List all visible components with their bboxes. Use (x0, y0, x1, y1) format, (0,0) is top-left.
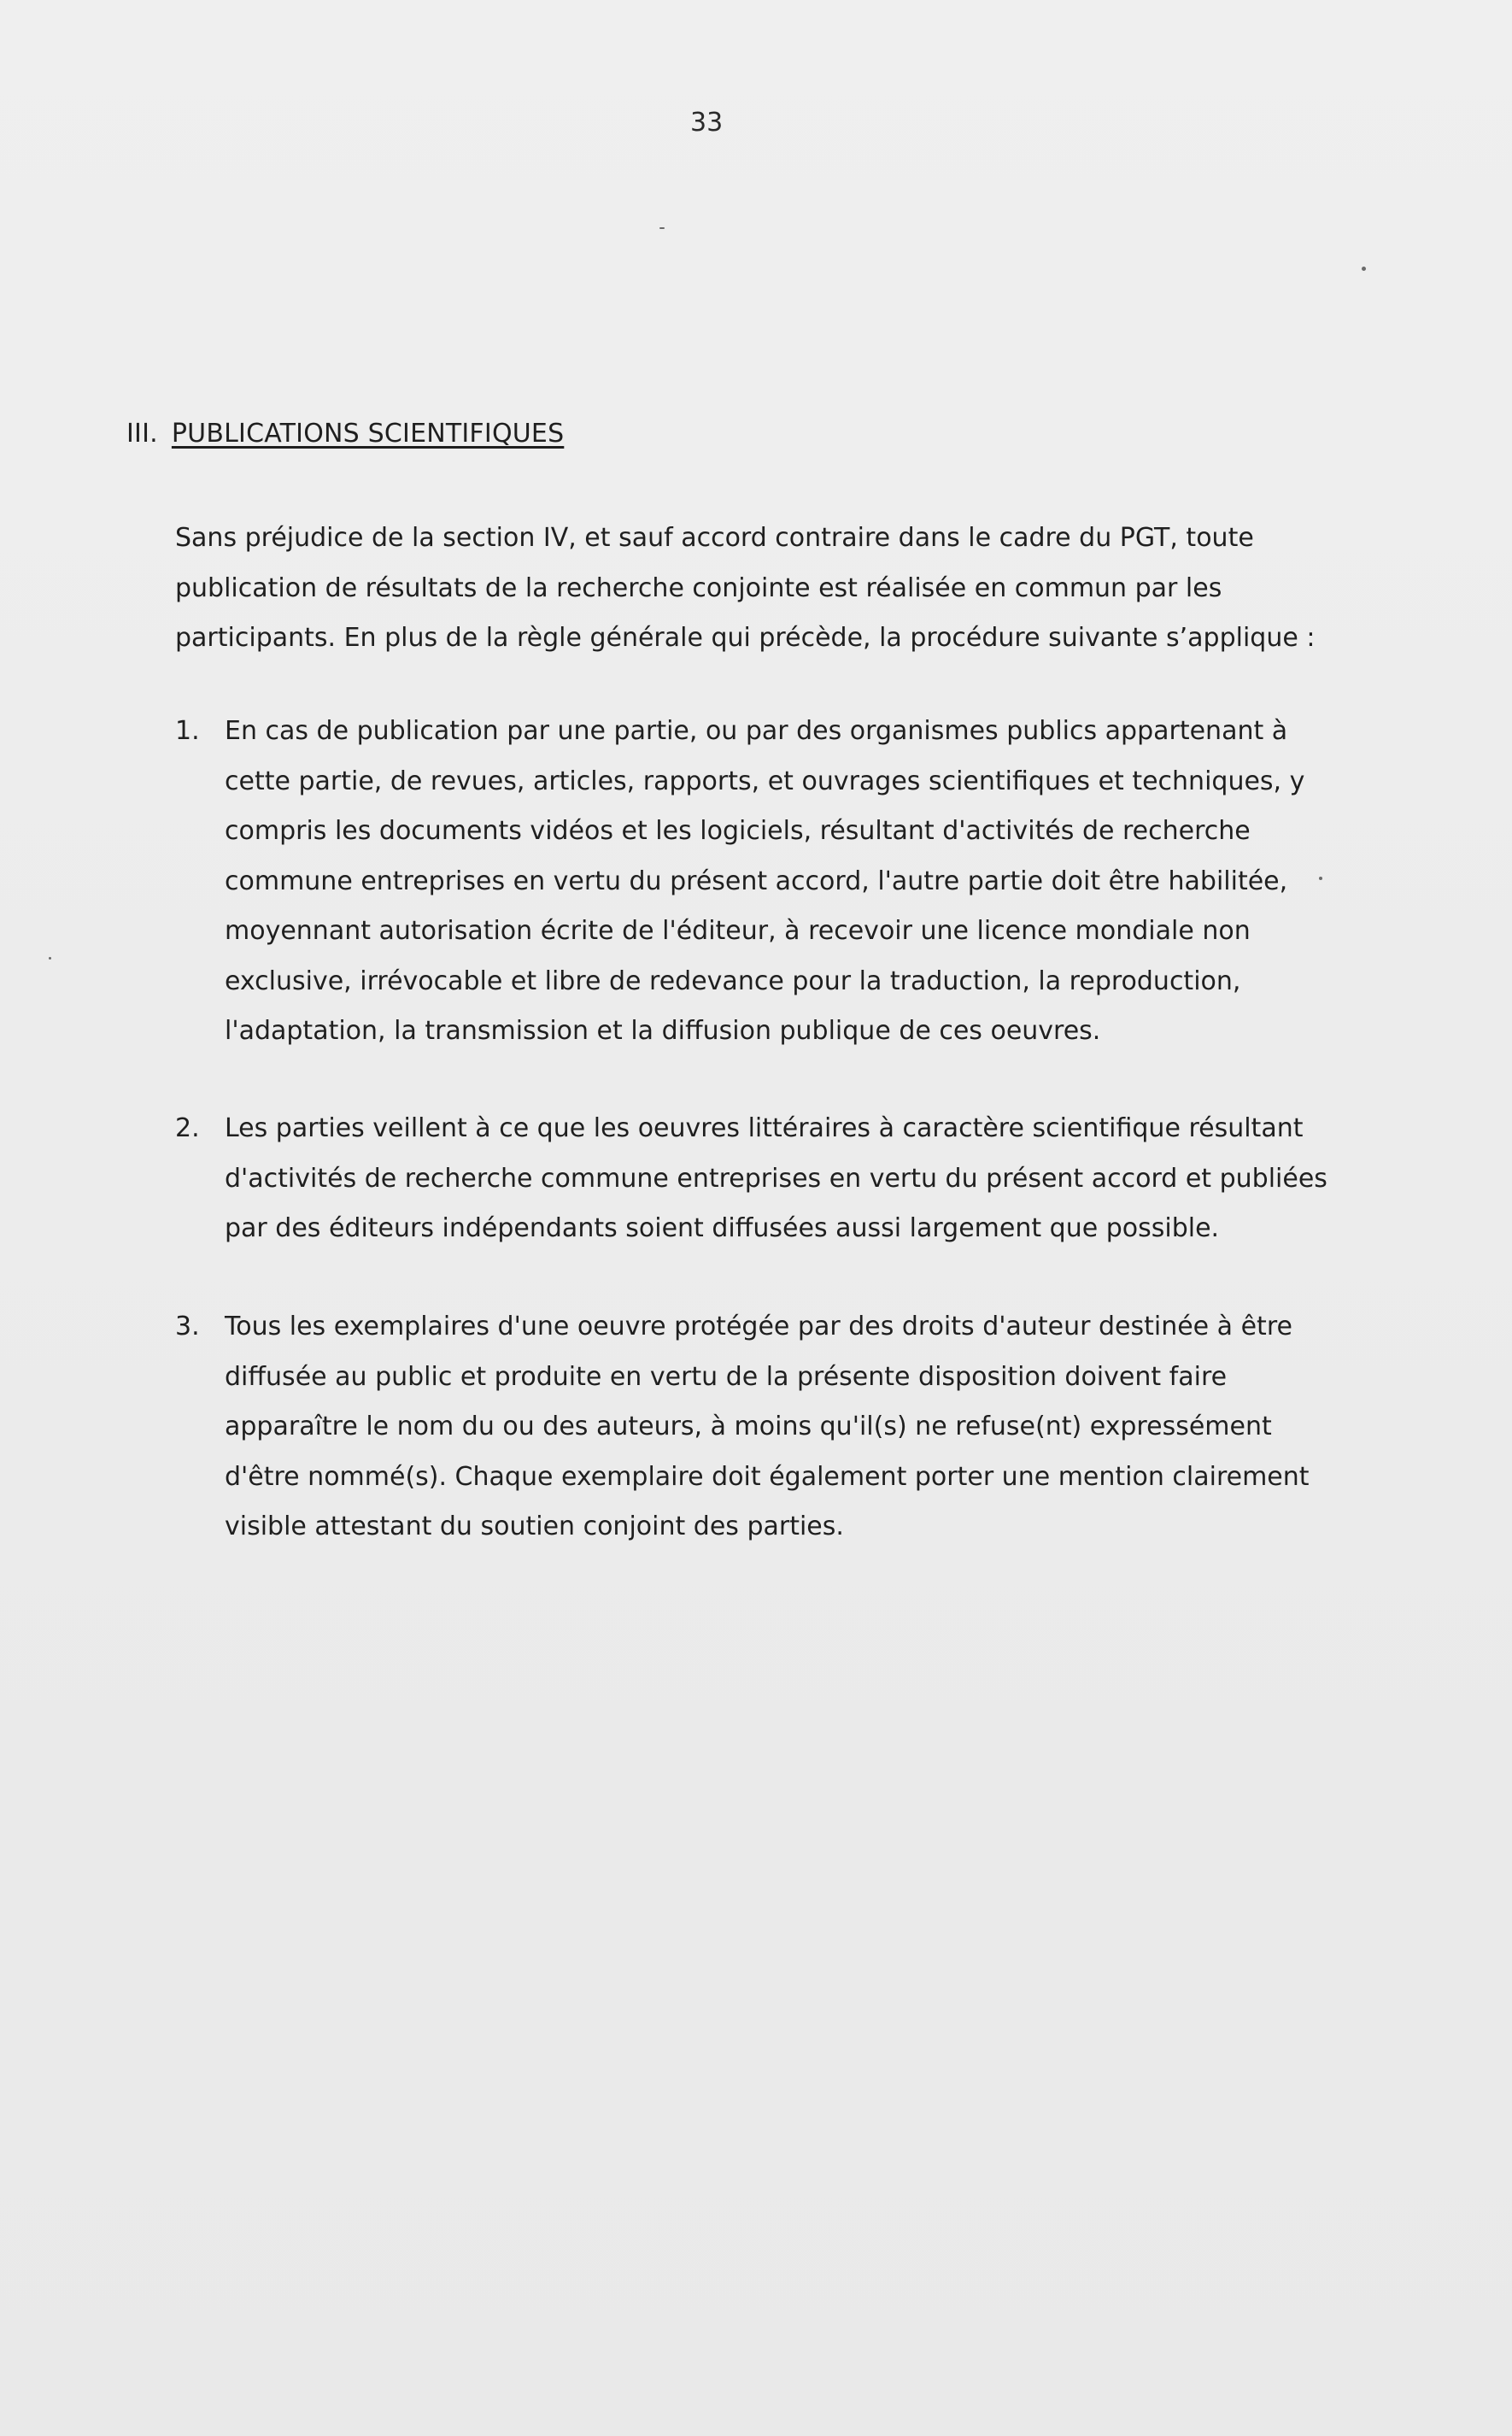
list-item-1 (175, 707, 1320, 1057)
list-item-line: l'adaptation, la transmission et la diffusion publique de ces oeuvres. (225, 1016, 1101, 1046)
list-item-2 (175, 1104, 1327, 1254)
list-item-line: Tous les exemplaires d'une oeuvre protégée par des droits d'auteur destinée à être (225, 1312, 1292, 1341)
scan-speck (49, 957, 51, 960)
section-heading (126, 419, 564, 449)
list-item-line: par des éditeurs indépendants soient diffusées aussi largement que possible. (225, 1213, 1220, 1243)
section-number: III. (126, 419, 158, 449)
list-item-body (225, 1302, 1320, 1553)
list-item-line: En cas de publication par une partie, ou par des organismes publics appartenant à (225, 716, 1288, 746)
list-item-line: d'activités de recherche commune entreprises en vertu du présent accord et publiées (225, 1163, 1327, 1194)
scan-speck (1362, 267, 1366, 271)
intro-paragraph (175, 514, 1320, 664)
scan-speck (659, 227, 665, 229)
list-item-line: cette partie, de revues, articles, rapports, et ouvrages scientifiques et techniques, y (225, 766, 1305, 796)
list-item-line: d'être nommé(s). Chaque exemplaire doit également porter une mention clairement (225, 1461, 1310, 1492)
list-item-number: 3. (175, 1312, 200, 1341)
list-item-number: 2. (175, 1113, 200, 1143)
list-item-line: Les parties veillent à ce que les oeuvres littéraires à caractère scientifique résultant (225, 1113, 1304, 1143)
list-item-line: commune entreprises en vertu du présent accord, l'autre partie doit être habilitée, (225, 866, 1288, 896)
intro-line: participants. En plus de la règle générale qui précède, la procédure suivante s’applique : (175, 623, 1316, 653)
page-number: 33 (690, 108, 724, 138)
intro-line: publication de résultats de la recherche conjointe est réalisée en commun par les (175, 572, 1222, 603)
list-item-body (225, 707, 1320, 1057)
list-item-line: visible attestant du soutien conjoint des parties. (225, 1511, 844, 1541)
list-item-line: diffusée au public et produite en vertu de la présente disposition doivent faire (225, 1361, 1228, 1392)
list-item-3 (175, 1302, 1320, 1553)
list-item-line: apparaître le nom du ou des auteurs, à moins qu'il(s) ne refuse(nt) expressément (225, 1412, 1272, 1441)
intro-line: Sans préjudice de la section IV, et sauf accord contraire dans le cadre du PGT, toute (175, 523, 1254, 553)
list-item-number: 1. (175, 716, 200, 746)
scan-speck (1319, 877, 1322, 880)
list-item-line: moyennant autorisation écrite de l'éditeur, à recevoir une licence mondiale non (225, 916, 1251, 946)
section-title: PUBLICATIONS SCIENTIFIQUES (171, 419, 565, 449)
list-item-line: compris les documents vidéos et les logiciels, résultant d'activités de recherche (225, 816, 1251, 846)
list-item-line: exclusive, irrévocable et libre de redevance pour la traduction, la reproduction, (225, 966, 1241, 996)
list-item-body (225, 1104, 1327, 1254)
